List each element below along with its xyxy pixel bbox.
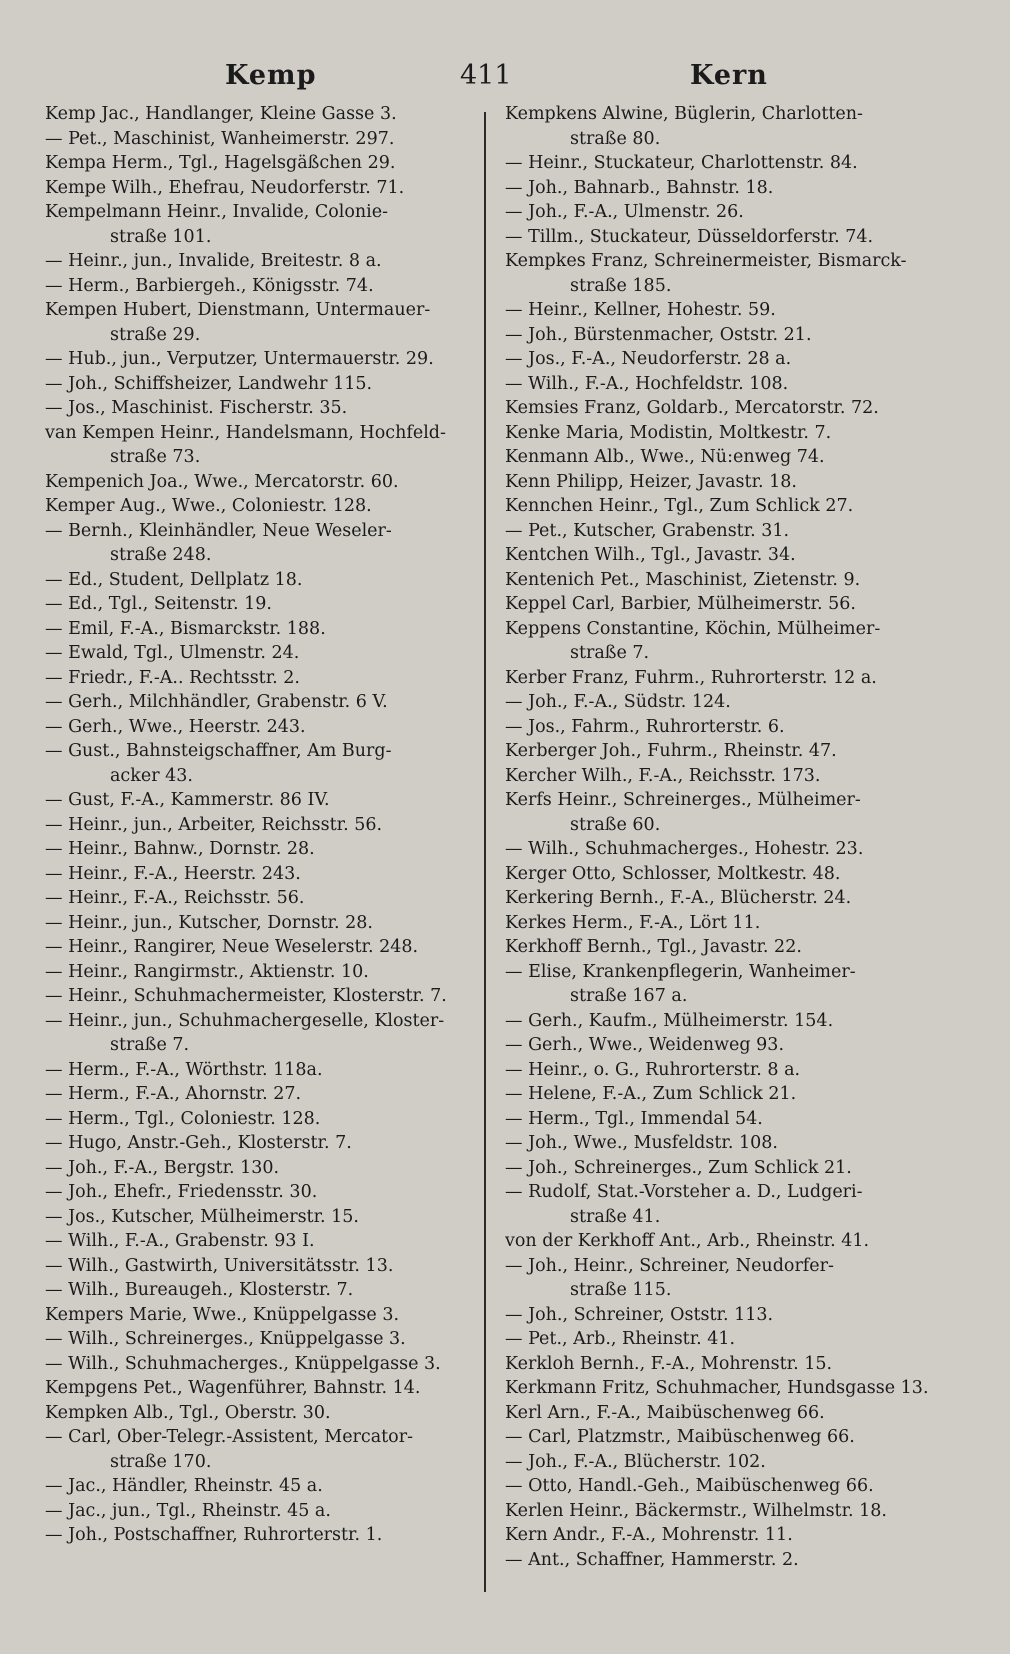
directory-entry-line: — Bernh., Kleinhändler, Neue Weseler- bbox=[45, 520, 392, 541]
directory-entry-line: — Herm., Barbiergeh., Königsstr. 74. bbox=[45, 275, 374, 296]
directory-entry-line: Kempkens Alwine, Büglerin, Charlotten- bbox=[505, 104, 863, 124]
directory-entry-line: — Herm., Tgl., Immendal 54. bbox=[505, 1108, 763, 1129]
directory-entry-line: — Joh., Schiffsheizer, Landwehr 115. bbox=[45, 373, 373, 394]
directory-entry-line: — Joh., Schreinerges., Zum Schlick 21. bbox=[505, 1157, 852, 1178]
directory-entry-line: — Jac., Händler, Rheinstr. 45 a. bbox=[45, 1476, 323, 1496]
column-divider bbox=[484, 112, 486, 1592]
directory-entry-line: — Tillm., Stuckateur, Düsseldorferstr. 74. bbox=[505, 226, 874, 247]
directory-entry-line: Keppel Carl, Barbier, Mülheimerstr. 56. bbox=[505, 594, 856, 614]
directory-entry-line: — Heinr., Schuhmachermeister, Klosterstr. 7. bbox=[45, 986, 447, 1006]
directory-entry-line: Kerl Arn., F.-A., Maibüschenweg 66. bbox=[505, 1402, 825, 1423]
directory-entry-line: — Joh., Schreiner, Oststr. 113. bbox=[505, 1304, 774, 1325]
directory-entry-line: — Heinr., Kellner, Hohestr. 59. bbox=[505, 300, 776, 320]
directory-entry-line: — Helene, F.-A., Zum Schlick 21. bbox=[505, 1084, 797, 1104]
directory-entry-line: — Jos., F.-A., Neudorferstr. 28 a. bbox=[505, 349, 792, 369]
directory-entry-line: — Joh., Heinr., Schreiner, Neudorfer- bbox=[505, 1255, 834, 1276]
directory-entry-line: — Ed., Tgl., Seitenstr. 19. bbox=[45, 594, 272, 614]
directory-entry-line: — Heinr., jun., Arbeiter, Reichsstr. 56. bbox=[45, 814, 383, 835]
directory-entry-line: Kemp Jac., Handlanger, Kleine Gasse 3. bbox=[45, 104, 397, 124]
directory-entry-line: — Joh., F.-A., Ulmenstr. 26. bbox=[505, 202, 744, 222]
directory-entry-line: Kerkes Herm., F.-A., Lört 11. bbox=[505, 912, 761, 933]
entry-continuation-line: straße 41. bbox=[570, 1206, 661, 1227]
directory-entry-line: van Kempen Heinr., Handelsmann, Hochfeld- bbox=[45, 422, 446, 443]
directory-entry-line: — Heinr., Bahnw., Dornstr. 28. bbox=[45, 839, 315, 859]
directory-entry-line: — Wilh., F.-A., Grabenstr. 93 I. bbox=[45, 1231, 315, 1251]
directory-entry-line: Kempers Marie, Wwe., Knüppelgasse 3. bbox=[45, 1304, 400, 1325]
entry-continuation-line: acker 43. bbox=[110, 765, 193, 786]
directory-entry-line: Kentchen Wilh., Tgl., Javastr. 34. bbox=[505, 545, 796, 565]
left-column bbox=[45, 102, 475, 1548]
entry-continuation-line: straße 29. bbox=[110, 324, 201, 345]
right-column bbox=[505, 102, 945, 1572]
directory-entry-line: — Jos., Fahrm., Ruhrorterstr. 6. bbox=[505, 716, 785, 737]
directory-entry-line: — Wilh., Bureaugeh., Klosterstr. 7. bbox=[45, 1280, 354, 1300]
entry-continuation-line: straße 115. bbox=[570, 1280, 672, 1300]
directory-entry-line: Kemper Aug., Wwe., Coloniestr. 128. bbox=[45, 496, 372, 516]
directory-entry-line: Kerberger Joh., Fuhrm., Rheinstr. 47. bbox=[505, 741, 837, 761]
directory-entry-line: — Joh., F.-A., Südstr. 124. bbox=[505, 692, 731, 712]
directory-entry-line: — Heinr., o. G., Ruhrorterstr. 8 a. bbox=[505, 1059, 801, 1080]
directory-entry-line: — Jos., Kutscher, Mülheimerstr. 15. bbox=[45, 1206, 359, 1227]
header-left-keyword: Kemp bbox=[225, 60, 317, 91]
directory-entry-line: — Wilh., Schuhmacherges., Knüppelgasse 3. bbox=[45, 1353, 441, 1374]
directory-entry-line: — Friedr., F.-A.. Rechtsstr. 2. bbox=[45, 667, 300, 688]
directory-entry-line: Kempenich Joa., Wwe., Mercatorstr. 60. bbox=[45, 471, 399, 492]
directory-entry-line: — Heinr., jun., Kutscher, Dornstr. 28. bbox=[45, 912, 373, 933]
directory-entry-line: — Heinr., Stuckateur, Charlottenstr. 84. bbox=[505, 153, 858, 173]
directory-entry-line: — Heinr., F.-A., Reichsstr. 56. bbox=[45, 888, 305, 908]
directory-entry-line: — Emil, F.-A., Bismarckstr. 188. bbox=[45, 618, 326, 639]
directory-entry-line: — Gerh., Milchhändler, Grabenstr. 6 V. bbox=[45, 692, 388, 712]
directory-entry-line: — Elise, Krankenpflegerin, Wanheimer- bbox=[505, 961, 856, 982]
directory-entry-line: — Gerh., Wwe., Weidenweg 93. bbox=[505, 1035, 785, 1055]
directory-entry-line: Kempken Alb., Tgl., Oberstr. 30. bbox=[45, 1402, 331, 1423]
entry-continuation-line: straße 80. bbox=[570, 128, 661, 149]
directory-entry-line: — Pet., Maschinist, Wanheimerstr. 297. bbox=[45, 128, 395, 149]
directory-entry-line: Kerkering Bernh., F.-A., Blücherstr. 24. bbox=[505, 888, 852, 908]
directory-entry-line: Kemsies Franz, Goldarb., Mercatorstr. 72. bbox=[505, 398, 879, 418]
directory-entry-line: Kerber Franz, Fuhrm., Ruhrorterstr. 12 a. bbox=[505, 667, 877, 688]
entry-continuation-line: straße 167 a. bbox=[570, 986, 688, 1006]
directory-entry-line: — Joh., Bahnarb., Bahnstr. 18. bbox=[505, 177, 774, 198]
directory-entry-line: — Joh., F.-A., Blücherstr. 102. bbox=[505, 1451, 766, 1472]
directory-entry-line: — Gust., Bahnsteigschaffner, Am Burg- bbox=[45, 741, 392, 761]
directory-entry-line: — Joh., F.-A., Bergstr. 130. bbox=[45, 1157, 280, 1178]
directory-entry-line: — Rudolf, Stat.-Vorsteher a. D., Ludgeri- bbox=[505, 1182, 863, 1202]
directory-entry-line: — Joh., Wwe., Musfeldstr. 108. bbox=[505, 1133, 778, 1153]
directory-entry-line: Kerfs Heinr., Schreinerges., Mülheimer- bbox=[505, 790, 861, 810]
directory-entry-line: — Heinr., jun., Invalide, Breitestr. 8 a. bbox=[45, 251, 382, 271]
directory-entry-line: — Pet., Arb., Rheinstr. 41. bbox=[505, 1329, 736, 1349]
directory-entry-line: Keppens Constantine, Köchin, Mülheimer- bbox=[505, 618, 881, 639]
directory-entry-line: — Otto, Handl.-Geh., Maibüschenweg 66. bbox=[505, 1476, 874, 1496]
entry-continuation-line: straße 185. bbox=[570, 275, 672, 296]
directory-entry-line: — Gust, F.-A., Kammerstr. 86 IV. bbox=[45, 790, 330, 810]
directory-entry-line: Kerkmann Fritz, Schuhmacher, Hundsgasse 13. bbox=[505, 1378, 929, 1398]
directory-entry-line: — Heinr., Rangirer, Neue Weselerstr. 248. bbox=[45, 937, 419, 957]
directory-entry-line: — Herm., Tgl., Coloniestr. 128. bbox=[45, 1108, 321, 1129]
directory-entry-line: — Hub., jun., Verputzer, Untermauerstr. 29. bbox=[45, 349, 434, 369]
entry-continuation-line: straße 73. bbox=[110, 447, 201, 467]
directory-entry-line: — Jac., jun., Tgl., Rheinstr. 45 a. bbox=[45, 1500, 331, 1521]
directory-entry-line: Kerger Otto, Schlosser, Moltkestr. 48. bbox=[505, 863, 841, 884]
directory-entry-line: Kentenich Pet., Maschinist, Zietenstr. 9. bbox=[505, 569, 861, 590]
directory-entry-line: Kenmann Alb., Wwe., Nü:enweg 74. bbox=[505, 447, 825, 467]
directory-entry-line: — Ant., Schaffner, Hammerstr. 2. bbox=[505, 1549, 799, 1570]
directory-entry-line: Kempelmann Heinr., Invalide, Colonie- bbox=[45, 202, 389, 222]
directory-entry-line: — Herm., F.-A., Wörthstr. 118a. bbox=[45, 1059, 323, 1080]
entry-continuation-line: straße 7. bbox=[110, 1035, 190, 1055]
directory-entry-line: — Carl, Platzmstr., Maibüschenweg 66. bbox=[505, 1427, 855, 1447]
directory-entry-line: Kempgens Pet., Wagenführer, Bahnstr. 14. bbox=[45, 1378, 421, 1398]
directory-entry-line: von der Kerkhoff Ant., Arb., Rheinstr. 41. bbox=[505, 1231, 870, 1251]
entry-continuation-line: straße 7. bbox=[570, 643, 650, 663]
directory-entry-line: — Gerh., Wwe., Heerstr. 243. bbox=[45, 716, 306, 737]
entry-continuation-line: straße 248. bbox=[110, 545, 212, 565]
directory-entry-line: — Joh., Ehefr., Friedensstr. 30. bbox=[45, 1182, 318, 1202]
directory-entry-line: — Wilh., Gastwirth, Universitätsstr. 13. bbox=[45, 1255, 394, 1276]
directory-entry-line: Kempa Herm., Tgl., Hagelsgäßchen 29. bbox=[45, 153, 396, 173]
directory-entry-line: — Joh., Bürstenmacher, Oststr. 21. bbox=[505, 324, 812, 345]
directory-entry-line: — Hugo, Anstr.-Geh., Klosterstr. 7. bbox=[45, 1133, 352, 1153]
directory-entry-line: Kern Andr., F.-A., Mohrenstr. 11. bbox=[505, 1525, 793, 1545]
directory-entry-line: — Heinr., jun., Schuhmachergeselle, Kloster- bbox=[45, 1010, 445, 1031]
directory-entry-line: — Heinr., F.-A., Heerstr. 243. bbox=[45, 863, 301, 884]
entry-continuation-line: straße 60. bbox=[570, 814, 661, 835]
page-number: 411 bbox=[460, 60, 512, 91]
header-right-keyword: Kern bbox=[690, 60, 768, 91]
directory-entry-line: — Ed., Student, Dellplatz 18. bbox=[45, 569, 303, 590]
directory-entry-line: Kempen Hubert, Dienstmann, Untermauer- bbox=[45, 300, 431, 320]
directory-entry-line: — Ewald, Tgl., Ulmenstr. 24. bbox=[45, 643, 300, 663]
directory-entry-line: — Gerh., Kaufm., Mülheimerstr. 154. bbox=[505, 1010, 834, 1031]
directory-entry-line: — Herm., F.-A., Ahornstr. 27. bbox=[45, 1084, 302, 1104]
directory-entry-line: — Jos., Maschinist. Fischerstr. 35. bbox=[45, 398, 348, 418]
directory-entry-line: Kercher Wilh., F.-A., Reichsstr. 173. bbox=[505, 765, 821, 786]
directory-entry-line: — Pet., Kutscher, Grabenstr. 31. bbox=[505, 520, 790, 541]
directory-entry-line: — Heinr., Rangirmstr., Aktienstr. 10. bbox=[45, 961, 369, 982]
directory-entry-line: — Carl, Ober-Telegr.-Assistent, Mercator- bbox=[45, 1427, 413, 1447]
entry-continuation-line: straße 170. bbox=[110, 1451, 212, 1472]
directory-entry-line: Kerkloh Bernh., F.-A., Mohrenstr. 15. bbox=[505, 1353, 833, 1374]
entry-continuation-line: straße 101. bbox=[110, 226, 212, 247]
directory-entry-line: Kenke Maria, Modistin, Moltkestr. 7. bbox=[505, 422, 832, 443]
directory-entry-line: — Wilh., Schuhmacherges., Hohestr. 23. bbox=[505, 839, 864, 859]
page-header bbox=[0, 60, 1010, 100]
directory-entry-line: Kenn Philipp, Heizer, Javastr. 18. bbox=[505, 471, 797, 492]
directory-entry-line: Kerkhoff Bernh., Tgl., Javastr. 22. bbox=[505, 937, 802, 957]
directory-entry-line: — Wilh., Schreinerges., Knüppelgasse 3. bbox=[45, 1329, 406, 1349]
directory-entry-line: Kerlen Heinr., Bäckermstr., Wilhelmstr. 18. bbox=[505, 1500, 887, 1521]
directory-entry-line: — Joh., Postschaffner, Ruhrorterstr. 1. bbox=[45, 1525, 383, 1545]
directory-entry-line: — Wilh., F.-A., Hochfeldstr. 108. bbox=[505, 373, 789, 394]
directory-entry-line: Kempkes Franz, Schreinermeister, Bismarck- bbox=[505, 251, 907, 271]
directory-entry-line: Kempe Wilh., Ehefrau, Neudorferstr. 71. bbox=[45, 177, 405, 198]
directory-entry-line: Kennchen Heinr., Tgl., Zum Schlick 27. bbox=[505, 496, 854, 516]
